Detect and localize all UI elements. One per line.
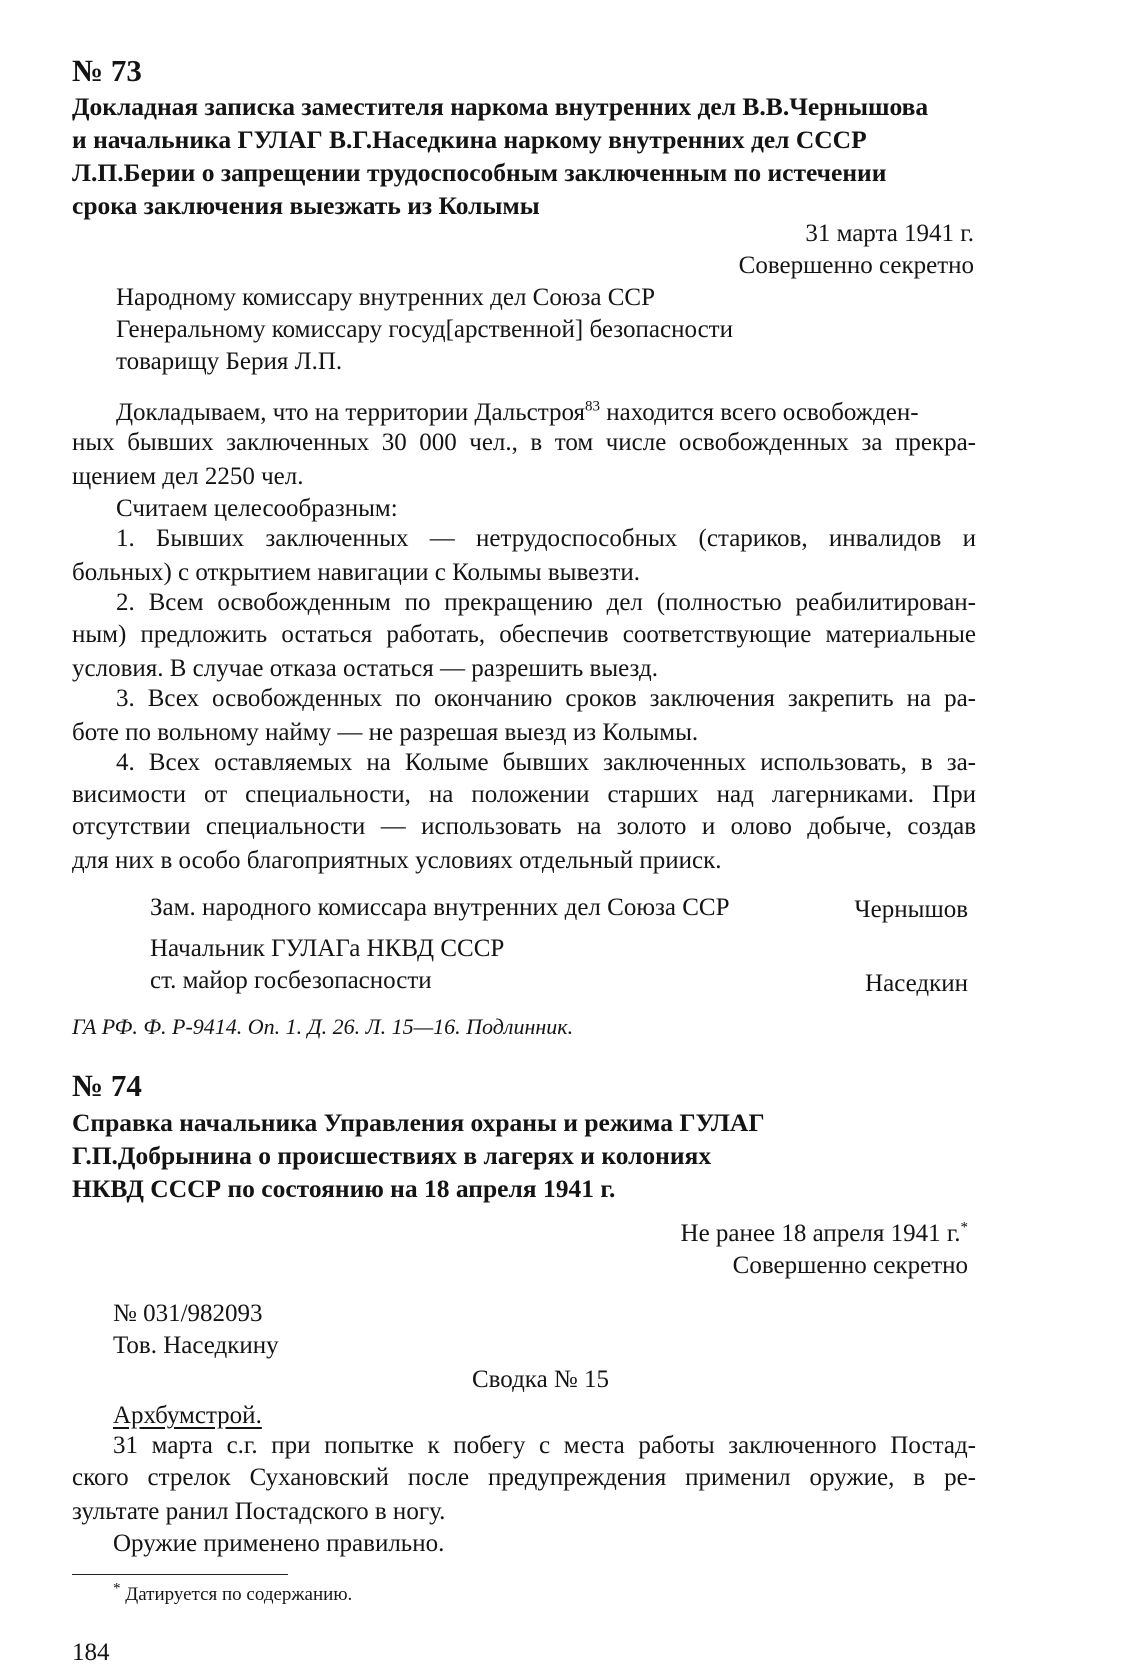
doc74-classification: Совершенно секретно bbox=[732, 1252, 968, 1279]
doc73-item-3-line-2: боте по вольному найму — не разрешая выезд из Колымы. bbox=[72, 719, 699, 746]
page-number: 184 bbox=[72, 1639, 110, 1666]
doc73-paragraph-1-text: Докладываем, что на территории Дальстроя bbox=[116, 399, 586, 426]
doc74-paragraph-line-1: 31 марта с.г. при попытке к побегу с места работы заключенного Постад- bbox=[113, 1432, 976, 1459]
doc74-date-footnote-mark: * bbox=[960, 1219, 968, 1236]
doc73-date: 31 марта 1941 г. bbox=[805, 220, 974, 247]
doc73-item-2-line-3: условия. В случае отказа остаться — разрешить выезд. bbox=[72, 655, 658, 682]
doc74-summary-title: Сводка № 15 bbox=[472, 1366, 610, 1393]
doc73-paragraph-2: Считаем целесообразным: bbox=[116, 495, 398, 522]
doc73-item-3-line-1: 3. Всех освобожденных по окончанию сроков заключения закрепить на ра- bbox=[116, 685, 976, 712]
doc73-paragraph-1-text-end: находится всего освобожден- bbox=[600, 399, 919, 426]
doc73-paragraph-1-line-1 bbox=[116, 397, 919, 429]
doc74-date-text: Не ранее 18 апреля 1941 г. bbox=[680, 1220, 961, 1247]
doc74-title-line-2: Г.П.Добрынина о происшествиях в лагерях и колониях bbox=[72, 1141, 712, 1170]
doc74-paragraph-2: Оружие применено правильно. bbox=[113, 1530, 445, 1557]
doc74-number: № 74 bbox=[72, 1068, 142, 1103]
doc73-item-4-line-1: 4. Всех оставляемых на Колыме бывших заключенных использовать, в за- bbox=[116, 749, 976, 776]
doc73-paragraph-1-line-2: ных бывших заключенных 30 000 чел., в том числе освобожденных за прекра- bbox=[72, 429, 976, 456]
doc74-title-line-3: НКВД СССР по состоянию на 18 апреля 1941 г. bbox=[72, 1174, 616, 1203]
footnote-ref-83: 83 bbox=[585, 398, 601, 415]
footnote-text: Датируется по содержанию. bbox=[120, 1584, 353, 1605]
footnote bbox=[113, 1580, 353, 1606]
doc73-title-line-2: и начальника ГУЛАГ В.Г.Наседкина наркому внутренних дел СССР bbox=[72, 125, 867, 154]
doc73-title-line-4: срока заключения выезжать из Колымы bbox=[72, 191, 540, 220]
doc73-signer-2-title-line-1: Начальник ГУЛАГа НКВД СССР bbox=[150, 935, 505, 962]
doc73-title-line-1: Докладная записка заместителя наркома внутренних дел В.В.Чернышова bbox=[72, 92, 929, 121]
doc74-section-heading: Архбумстрой. bbox=[113, 1402, 262, 1429]
doc74-reference-number: № 031/982093 bbox=[113, 1300, 263, 1327]
doc73-addressee-line-3: товарищу Берия Л.П. bbox=[116, 348, 343, 375]
doc73-item-4-line-3: отсутствии специальности — использовать на золото и олово добыче, создав bbox=[72, 813, 976, 840]
doc74-paragraph-line-3: зультате ранил Постадского в ногу. bbox=[72, 1498, 446, 1525]
doc74-paragraph-line-2: ского стрелок Сухановский после предупреждения применил оружие, в ре- bbox=[72, 1464, 976, 1491]
doc74-title-line-1: Справка начальника Управления охраны и режима ГУЛАГ bbox=[72, 1108, 765, 1137]
doc73-addressee-line-1: Народному комиссару внутренних дел Союза ССР bbox=[116, 284, 656, 311]
doc73-signer-2-title-line-2: ст. майор госбезопасности bbox=[150, 967, 432, 994]
doc73-number: № 73 bbox=[72, 53, 142, 88]
doc73-classification: Совершенно секретно bbox=[738, 252, 974, 279]
doc74-date bbox=[681, 1218, 968, 1250]
doc73-item-4-line-2: висимости от специальности, на положении старших над лагерниками. При bbox=[72, 781, 976, 808]
doc73-signer-1-name: Чернышов bbox=[854, 896, 968, 923]
doc73-signer-1-title: Зам. народного комиссара внутренних дел Союза ССР bbox=[150, 894, 730, 921]
doc73-item-1-line-1: 1. Бывших заключенных — нетрудоспособных (стариков, инвалидов и bbox=[116, 525, 976, 552]
doc73-item-1-line-2: больных) с открытием навигации с Колымы вывезти. bbox=[72, 559, 640, 586]
doc73-archive-source: ГА РФ. Ф. Р-9414. Оп. 1. Д. 26. Л. 15—16. Подлинник. bbox=[72, 1014, 574, 1039]
doc73-item-2-line-1: 2. Всем освобожденным по прекращению дел (полностью реабилитирован- bbox=[116, 589, 976, 616]
footnote-divider bbox=[72, 1574, 288, 1575]
doc73-signer-2-name: Наседкин bbox=[865, 970, 968, 997]
footnote-mark: * bbox=[113, 1580, 121, 1597]
doc74-addressee: Тов. Наседкину bbox=[113, 1332, 279, 1359]
doc73-title-line-3: Л.П.Берии о запрещении трудоспособным заключенным по истечении bbox=[72, 158, 887, 187]
doc73-addressee-line-2: Генеральному комиссару госуд[арственной] безопасности bbox=[116, 316, 733, 343]
doc73-paragraph-1-line-3: щением дел 2250 чел. bbox=[72, 463, 304, 490]
doc73-item-4-line-4: для них в особо благоприятных условиях отдельный прииск. bbox=[72, 847, 722, 874]
doc73-item-2-line-2: ным) предложить остаться работать, обеспечив соответствующие материальные bbox=[72, 621, 976, 648]
